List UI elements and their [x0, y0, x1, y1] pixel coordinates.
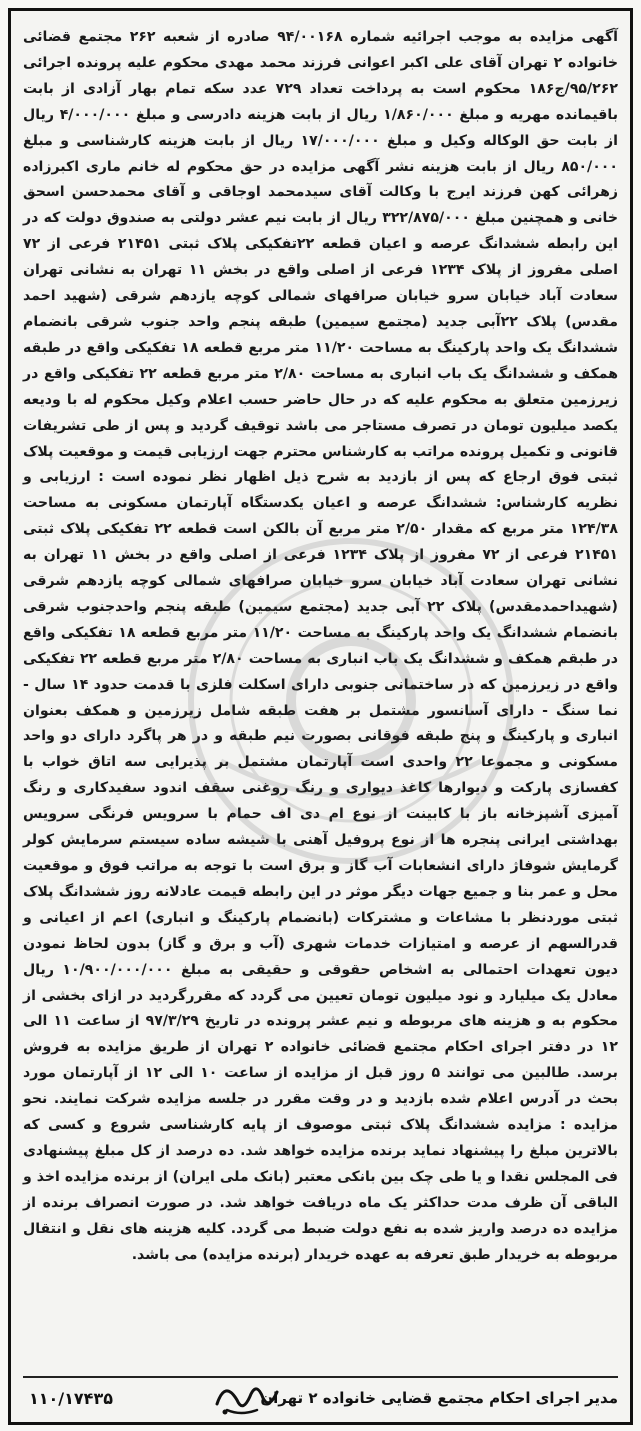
notice-frame: [8, 8, 633, 1425]
reference-number: ۱۱۰/۱۷۴۳۵: [29, 1388, 113, 1408]
auction-notice-body: آگهی مزایده به موجب اجرائیه شماره ۹۴/۰۰۱۶۸ صادره از شعبه ۲۶۲ مجتمع قضائی خانواده ۲ تهران آقای علی اکبر اعوانی فرزند محمد مهدی محکوم علیه پرونده اجرائی ۹۵/۲۶۲/ج۱۸۶ محکوم است به پرداخت تعداد ۷۲۹ عدد سکه تمام بهار آزادی از بابت باقیمانده مهریه و مبلغ ۱/۸۶۰/۰۰۰ ریال از بابت هزینه دادرسی و مبلغ ۴/۰۰۰/۰۰۰ ریال از بابت حق الوکاله وکیل و مبلغ ۱۷/۰۰۰/۰۰۰ ریال از بابت هزینه کارشناسی و مبلغ ۸۵۰/۰۰۰ ریال از بابت هزینه نشر آگهی مزایده در حق محکوم له خانم ماری اکبرزاده زهرائی کهن فرزند ایرج با وکالت آقای سیدمحمد اوجاقی و آقای محمدحسن اسحق خانی و همچنین مبلغ ۳۲۲/۸۷۵/۰۰۰ ریال از بابت نیم عشر دولتی به صندوق دولت که در این رابطه ششدانگ عرصه و اعیان قطعه ۲۲تفکیکی پلاک ثبتی ۲۱۴۵۱ فرعی از ۷۲ اصلی مفروز از پلاک ۱۲۳۴ فرعی از اصلی واقع در بخش ۱۱ تهران به نشانی تهران سعادت آباد خیابان سرو خیابان صرافهای شمالی کوچه یازدهم شرقی (شهید احمد مقدس) پلاک ۲۲آبی جدید (مجتمع سیمین) طبقه پنجم واحد جنوب شرقی بانضمام ششدانگ یک واحد پارکینگ به مساحت ۱۱/۲۰ متر مربع قطعه ۱۸ تفکیکی واقع در طبقه همکف و ششدانگ یک باب انباری به مساحت ۲/۸۰ متر مربع قطعه ۲۲ تفکیکی واقع در زیرزمین متعلق به محکوم علیه که در حال حاضر حسب اعلام وکیل محکوم له با ودیعه یکصد میلیون تومان در تصرف مستاجر می باشد توقیف گردید و پس از طی تشریفات قانونی و تکمیل پرونده مراتب به کارشناس محترم جهت ارزیابی قیمت و موقعیت پلاک ثبتی فوق ارجاع که پس از بازدید به شرح ذیل اظهار نظر نموده است : ارزیابی و نظریه کارشناس: ششدانگ عرصه و اعیان یکدستگاه آپارتمان مسکونی به مساحت ۱۲۴/۳۸ متر مربع که مقدار ۲/۵۰ متر مربع آن بالکن است قطعه ۲۲ تفکیکی پلاک ثبتی ۲۱۴۵۱ فرعی از ۷۲ مفروز از پلاک ۱۲۳۴ فرعی از اصلی واقع در بخش ۱۱ تهران به نشانی تهران سعادت آباد خیابان سرو خیابان صرافهای شمالی کوچه یازدهم شرقی (شهیداحمدمقدس) پلاک ۲۲ آبی جدید (مجتمع سیمین) طبقه پنجم واحدجنوب شرقی بانضمام ششدانگ یک واحد پارکینگ به مساحت ۱۱/۲۰ متر مربع قطعه ۱۸ تفکیکی واقع در طبقم همکف و ششدانگ یک باب انباری به مساحت ۲/۸۰ متر مربع قطعه ۲۲ تفکیکی واقع در زیرزمین که در ساختمانی جنوبی دارای اسکلت فلزی با قدمت حدود ۱۴ سال - نما سنگ - دارای آسانسور مشتمل بر هفت طبقه شامل زیرزمین و همکف بعنوان انباری و پارکینگ و پنج طبقه فوقانی بصورت نیم طبقه و در هر پاگرد دارای دو واحد مسکونی و مجموعا ۲۲ واحدی است آپارتمان مشتمل بر پذیرایی سه اتاق خواب با کفسازی پارکت و دیوارها کاغذ دیواری و رنگ روغنی سقف اندود سفیدکاری و رنگ آمیزی آشپزخانه باز با کابینت از نوع ام دی اف حمام با سرویس فرنگی سرویس بهداشتی ایرانی پنجره ها از نوع پروفیل آهنی با شیشه ساده سیستم سرمایش کولر گرمایش شوفاژ دارای انشعابات آب گاز و برق است با توجه به مراتب فوق و موقعیت محل و عمر بنا و جمیع جهات دیگر موثر در این رابطه قیمت عادلانه روز ششدانگ پلاک ثبتی موردنظر با مشاعات و مشترکات (بانضمام پارکینگ و انباری) اعم از اعیانی و قدرالسهم از عرصه و امتیازات خدمات شهری (آب و برق و گاز) بدون لحاظ نمودن دیون تعهدات احتمالی به اشخاص حقوقی و حقیقی به مبلغ ۱۰/۹۰۰/۰۰۰/۰۰۰ ریال معادل یک میلیارد و نود میلیون تومان تعیین می گردد که مقررگردید در ازای بخشی از محکوم به و هزینه های مربوطه و نیم عشر پرونده در تاریخ ۹۷/۳/۲۹ از ساعت ۱۱ الی ۱۲ در دفتر اجرای احکام مجتمع قضائی خانواده ۲ تهران از طریق مزایده به فروش برسد. طالبین می توانند ۵ روز قبل از مزایده از ساعت ۱۰ الی ۱۲ از آپارتمان مورد بحث در آدرس اعلام شده بازدید و در وقت مقرر در جلسه مزایده شرکت نمایند. نحو مزایده : مزایده ششدانگ پلاک ثبتی موصوف از پایه کارشناسی شروع و کسی که بالاترین مبلغ را پیشنهاد نماید برنده مزایده خواهد شد. ده درصد از کل مبلغ پیشنهادی فی المجلس نقدا و یا طی چک بین بانکی معتبر (بانک ملی ایران) از برنده مزایده اخذ و الباقی آن ظرف مدت حداکثر یک ماه دریافت خواهد شد. در صورت انصراف برنده از مزایده ده درصد واریز شده به نفع دولت ضبط می گردد. کلیه هزینه های نقل و انتقال مربوطه به خریدار طبق تعرفه به عهده خریدار (برنده مزایده) می باشد.: [23, 29, 619, 1263]
signature-title: مدیر اجرای احکام مجتمع قضایی خانواده ۲ تهران: [260, 1389, 618, 1407]
notice-footer: [23, 1382, 618, 1414]
handwritten-signature-icon: [207, 1370, 297, 1418]
footer-divider: [23, 1376, 618, 1378]
